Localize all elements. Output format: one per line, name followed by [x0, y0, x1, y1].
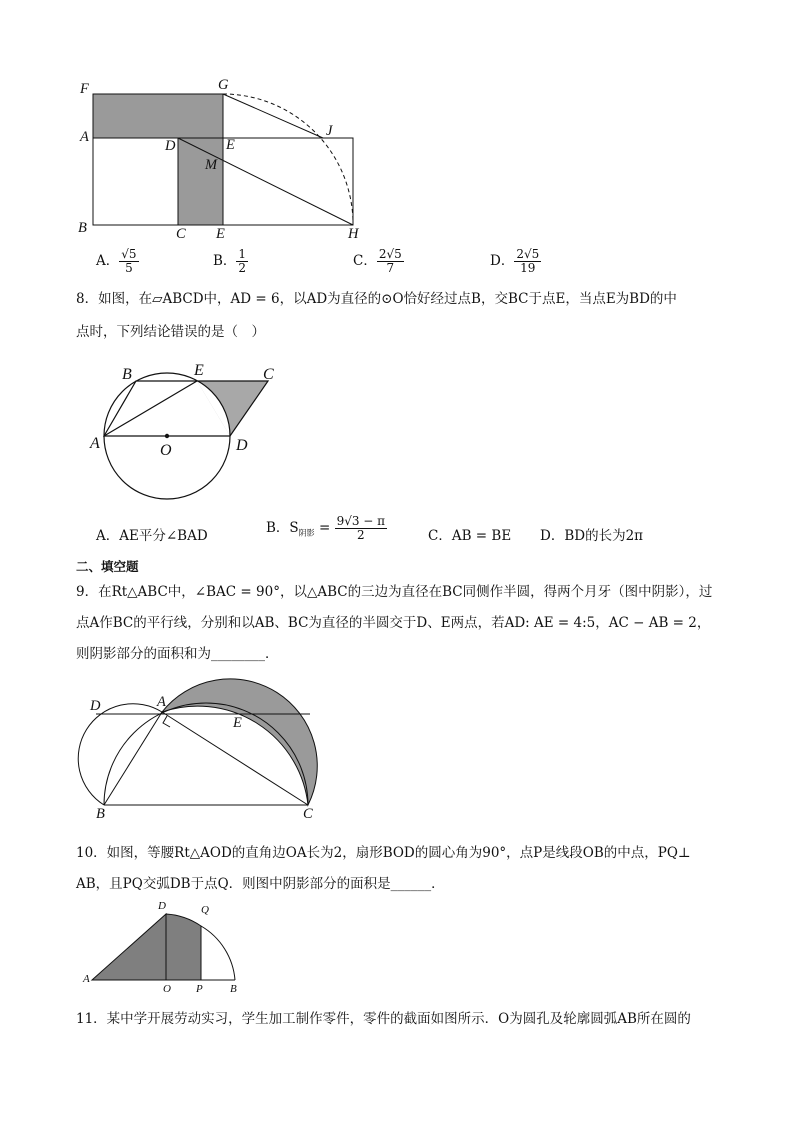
q8-option-a: A．AE平分∠BAD — [96, 528, 208, 544]
q10-label-b: B — [230, 983, 237, 995]
q9-text-line3: 则阴影部分的面积和为________． — [76, 646, 279, 662]
q8-option-b: B．$S_{阴影}$ = $\frac{9√3 - \pi}{2}$ — [266, 514, 386, 542]
q7-label-c: C — [176, 226, 186, 242]
q7-label-f: F — [80, 81, 89, 97]
q10-label-o: O — [163, 983, 171, 995]
q10-label-p: P — [196, 983, 203, 995]
q10-label-q: Q — [201, 904, 209, 916]
q11-text-line1: 11．某中学开展劳动实习，学生加工制作零件，零件的截面如图所示．O为圆孔及轮廓圆弧AB所在圆的 — [76, 1011, 691, 1027]
q7-label-h: H — [348, 226, 359, 242]
q7-option-d: D． $\frac{2√5}{19}$ — [490, 247, 540, 275]
q9-text-line1: 9．在Rt△ABC中，∠BAC = 90°，以△ABC的三边为直径在BC同侧作半圆，得两个月牙（图中阴影），过 — [76, 584, 713, 600]
q7-label-j: J — [326, 123, 333, 139]
q8-label-e: E — [194, 362, 204, 379]
q9-text-line2: 点A作BC的平行线，分别和以AB、BC为直径的半圆交于D、E两点，若AD: AE = 4:5，AC − AB = 2， — [76, 615, 711, 631]
q8-label-b: B — [122, 366, 132, 383]
section-title-fill-blank: 二、填空题 — [76, 559, 139, 574]
q8-label-a: A — [90, 435, 100, 452]
q8-label-c: C — [263, 366, 274, 383]
q10-text-line1: 10．如图，等腰Rt△AOD的直角边OA长为2，扇形BOD的圆心角为90°，点P是线段OB的中点，PQ⊥ — [76, 845, 691, 861]
q10-arc-qb — [201, 926, 235, 980]
q7-label-b: B — [78, 220, 87, 236]
q10-shaded-sector-part — [166, 914, 201, 980]
q8-option-c: C．AB = BE — [428, 528, 512, 544]
q8-text-line2: 点时，下列结论错误的是（ ） — [76, 324, 265, 340]
q7-label-m: M — [205, 157, 218, 173]
q7-label-a: A — [80, 129, 89, 145]
q8-label-d: D — [236, 437, 248, 454]
q10-text-line2: AB，且PQ交弧DB于点Q．则图中阴影部分的面积是______． — [76, 876, 445, 892]
q9-label-b: B — [96, 806, 105, 822]
q9-label-c: C — [303, 806, 313, 822]
q7-label-d: D — [165, 138, 176, 154]
q7-label-g: G — [218, 77, 229, 93]
q7-label-e-top: E — [226, 137, 235, 153]
q8-text-line1: 8．如图，在▱ABCD中，AD = 6，以AD为直径的⊙O恰好经过点B，交BC于点E，当点E为BD的中 — [76, 291, 677, 307]
q9-label-e: E — [233, 715, 242, 731]
q7-option-a: A． $\frac{√5}{5}$ — [96, 247, 137, 275]
q10-shaded-triangle — [92, 914, 166, 980]
q10-label-d: D — [158, 900, 166, 912]
q7-option-b: B． $\frac{1}{2}$ — [213, 247, 247, 275]
q9-label-a: A — [157, 694, 166, 710]
q8-label-o: O — [160, 442, 172, 459]
q8-option-d: D．BD的长为2π — [540, 528, 644, 544]
q9-label-d: D — [90, 698, 101, 714]
q10-label-a: A — [83, 973, 90, 985]
q7-label-e-bot: E — [216, 226, 225, 242]
q7-option-c: C． $\frac{2√5}{7}$ — [353, 247, 402, 275]
